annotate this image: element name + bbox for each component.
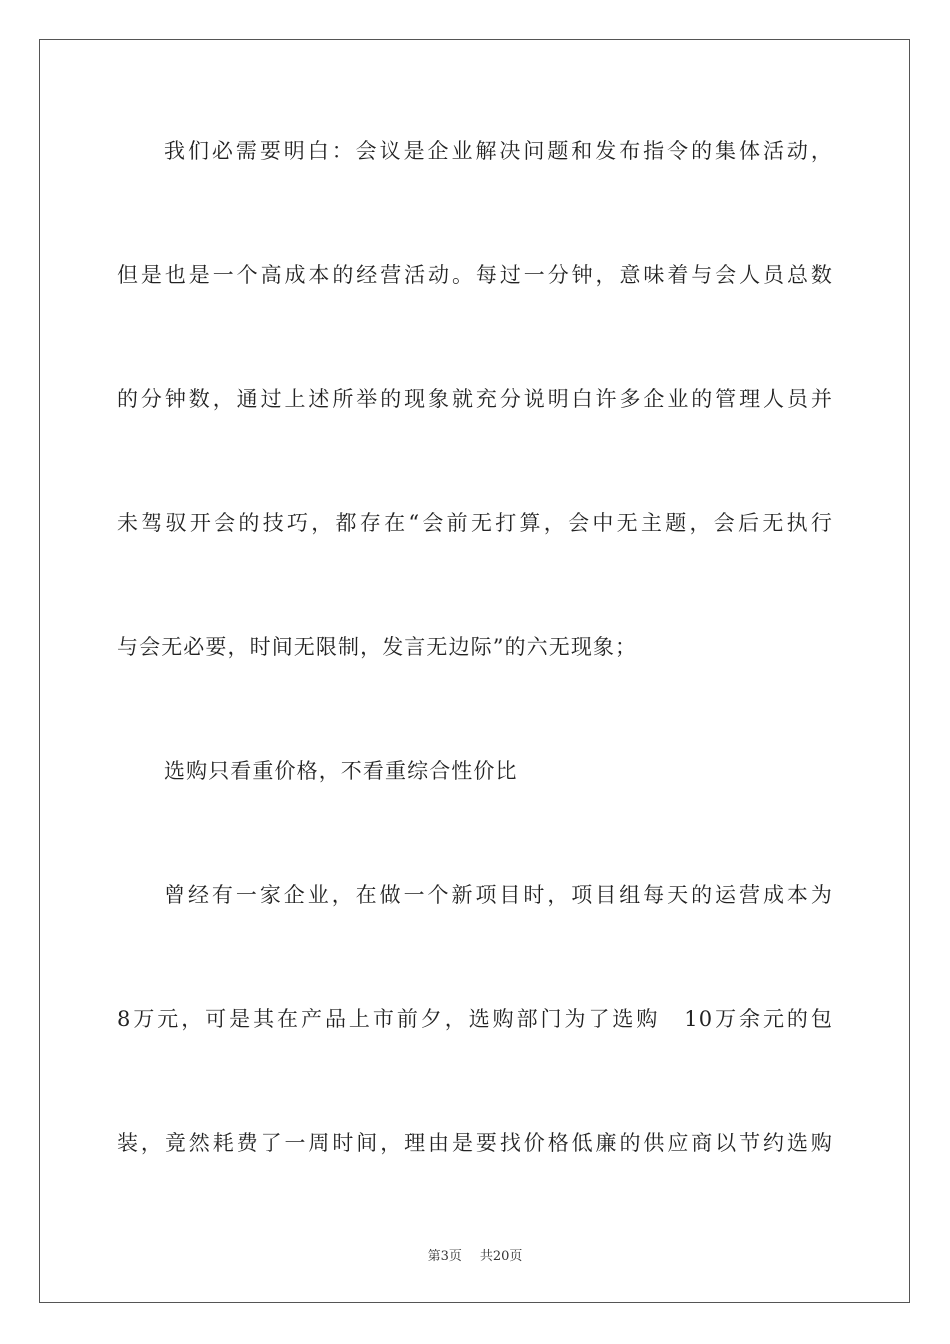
paragraph-line-5: 与会无必要，时间无限制，发言无边际”的六无现象； <box>117 635 638 659</box>
paragraph-line-8: 装，竟然耗费了一周时间，理由是要找价格低廉的供应商以节约选购 <box>117 1131 833 1155</box>
paragraph-line-6: 曾经有一家企业，在做一个新项目时，项目组每天的运营成本为 <box>164 883 833 907</box>
paragraph-line-3: 的分钟数，通过上述所举的现象就充分说明白许多企业的管理人员并 <box>117 387 833 411</box>
paragraph-line-7: 8万元，可是其在产品上市前夕，选购部门为了选购 10万余元的包 <box>117 1007 833 1031</box>
paragraph-line-4: 未驾驭开会的技巧，都存在“会前无打算，会中无主题，会后无执行 <box>117 511 833 535</box>
page-border <box>39 39 910 1303</box>
paragraph-line-2: 但是也是一个高成本的经营活动。每过一分钟，意味着与会人员总数 <box>117 263 833 287</box>
page-total: 共20页 <box>479 1249 523 1264</box>
section-heading: 选购只看重价格，不看重综合性价比 <box>164 759 518 783</box>
page-footer <box>0 1248 950 1266</box>
page-number: 第3页 <box>427 1249 462 1264</box>
paragraph-line-1: 我们必需要明白：会议是企业解决问题和发布指令的集体活动， <box>164 139 833 163</box>
